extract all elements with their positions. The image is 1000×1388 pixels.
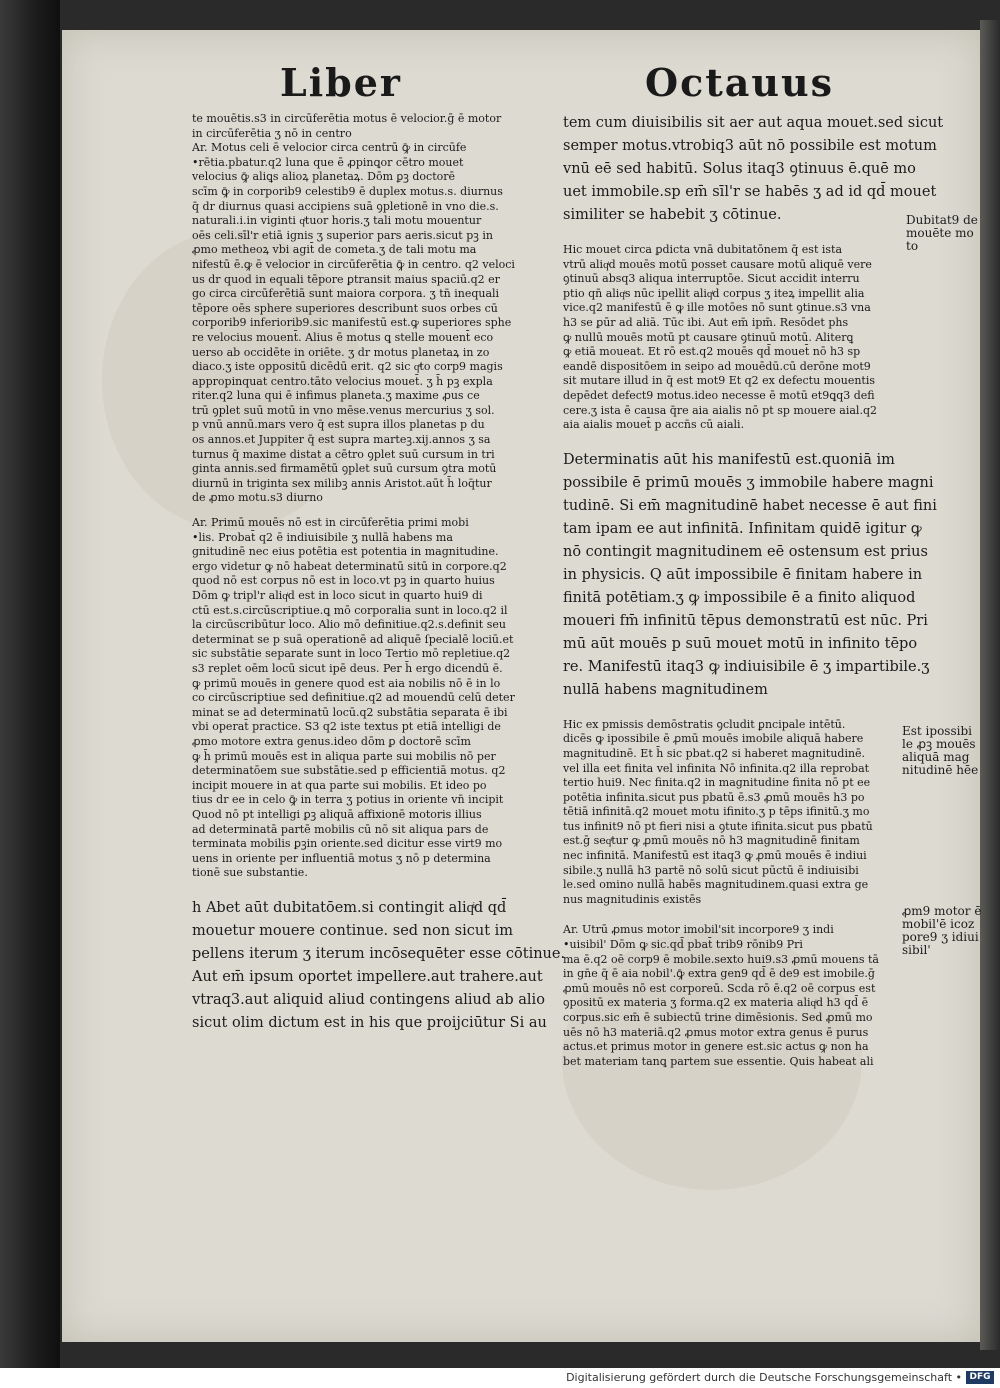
text-line: •uisibil' Dōm ꝙ sic.qd̄ pbat̄ trib9 rōnib9 Pri (563, 938, 803, 952)
text-line: diaco.ʒ iste oppositū dicēdū erit. q2 sic qͣto corp9 magis (192, 360, 503, 374)
text-line: magnitudinē. Et h̄ sic pbat.q2 si haberet magnitudinē. (563, 746, 866, 760)
text-line: ꝓmo metheoꝝ vbi agit̄ de cometa.ʒ de tali motu ma (192, 243, 477, 257)
text-line: incipit mouere in at qua parte sui mobilis. Et ideo po (192, 778, 487, 792)
text-line: sibile.ʒ nullā h3 partē nō solū sicut pūctū ē indiuisibi (563, 863, 859, 877)
text-line: turnus q̄ maxime distat a cētro ꝯplet suū cursum in tri (192, 447, 495, 461)
text-line: determinatōem sue substātie.sed p efficientiā motus. q2 (192, 764, 506, 778)
text-line: actus.et primus motor in genere est.sic actus ꝙ non ha (563, 1040, 869, 1054)
text-line: ctū est.s.circūscriptiue.ꝗ mō corporalia sunt in loco.q2 il (192, 603, 508, 617)
margin-note-line: mouēte mo (906, 226, 974, 240)
text-line: Quod nō pt intelligi ꝑꝫ aliquā affixionē motoris illius (192, 807, 482, 821)
text-line: moueri fm̄ infinitū tēpus demonstratū est nūc. Pri (563, 612, 928, 629)
text-line: ꝙ nullū mouēs motū pt causare ꝯtinuū motū. Aliterꝗ (563, 330, 854, 344)
text-line: cere.ʒ ista ē causa q̄re aia aialis nō pt sp mouere aial.q2 (563, 403, 877, 417)
text-line: tētiā infinitā.q2 mouet motu ifinito.ʒ p tēps ifinitū.ʒ mo (563, 805, 870, 819)
text-line: ad determinatā partē mobilis cū nō sit aliqua pars de (192, 822, 489, 836)
text-line: s3 replet oēm locū sicut ipē deus. Per h̄ ergo dicendū ē. (192, 661, 503, 675)
text-line: Ar. Motus celi ē velocior circa centrū ꝙ̄ in circūfe (192, 141, 467, 155)
text-line: ginta annis.sed firmamētū ꝯplet suū cursum ꝯtra motū (192, 462, 497, 476)
running-head-octauus: Octauus (645, 60, 835, 105)
text-line: ptio qn̄ aliqͥs nūc ipellit aliqͥd corpus ʒ iteꝝ impellit alia (563, 286, 865, 300)
text-line: appropinquat centro.tāto velocius mouet̄. ʒ h̄ pꝫ expla (192, 374, 493, 388)
text-line: tam ipam ee aut infinitā. Infinitam quidē igitur ꝙ (563, 520, 922, 537)
right-commentary-block-three (563, 923, 903, 1069)
right-commentary-block (563, 243, 903, 433)
right-text-block-two (563, 449, 937, 702)
text-line: Aut em̄ ipsum oportet impellere.aut trahere.aut (192, 968, 543, 985)
text-line: determinat se p suā operationē ad aliquē ſpecialē lociū.et (192, 632, 514, 646)
text-line: uerso ab occidēte in oriēte. ʒ dr motus planetaꝝ in zo (192, 345, 490, 359)
text-line: tus infinit9 nō pt fieri nisi a ꝯtute ifinita.sicut pus pbatū (563, 819, 873, 833)
text-line: in circūferētia ʒ nō in centro (192, 126, 352, 140)
text-line: vbi operat̄ practice. S3 q2 iste textus pt etiā intelligi de (192, 720, 501, 734)
text-line: pellens iterum ʒ iterum incōsequēter esse cōtinue. (192, 945, 566, 962)
text-line: p vnū annū.mars vero q̄ est supra illos planetas p du (192, 418, 485, 432)
text-line: possibile ē primū mouēs ʒ immobile habere magni (563, 474, 934, 491)
text-line: sit mutare illud in q̄ est mot9 Et q2 ex defectu mouentis (563, 374, 875, 388)
margin-note-line: Dubitat9 de (906, 213, 978, 227)
running-head-liber: Liber (280, 60, 402, 105)
text-line: semper motus.vtrobiq3 aūt nō possibile est motum (563, 138, 937, 154)
text-line: ꝙ etiā moueat. Et rō est.q2 mouēs qd̄ mouet̄ nō h3 sp (563, 345, 861, 359)
text-line: tudinē. Si em̄ magnitudinē habet necesse ē aut fini (563, 497, 937, 514)
text-line: vtraq3.aut aliquid aliud contingens aliud ab alio (192, 991, 545, 1008)
text-line: te mouētis.s3 in circūferētia motus ē velocior.ḡ ē motor (192, 112, 502, 125)
text-line: naturali.i.in viginti qͥtuor horis.ʒ tali motu mouentur (192, 214, 482, 228)
text-line: co circūscriptiue sed definitiue.q2 ad mouendū celū deter (192, 691, 515, 705)
text-line: terminata mobilis ꝑꝫin oriente.sed dicitur esse virt9 mo (192, 837, 503, 851)
text-line: h Abet aūt dubitatōem.si contingit aliqͥd qd̄ (192, 899, 507, 916)
text-line: Hic mouet circa ꝑdicta vnā dubitatōnem q̄ est ista (563, 243, 842, 256)
text-line: vel illa eet finita vel infinita Nō infinita.q2 illa reprobat (563, 761, 870, 775)
text-line: depēdet defect9 motus.ideo necesse ē motū et9ꝗq3 defi (563, 388, 875, 402)
text-line: oēs celi.sīl'r etiā ignis ʒ superior pars aeris.sicut pꝫ in (192, 228, 493, 242)
text-line: ꝯtinuū absq3 aliqua interruptōe. Sicut accidit interru (563, 272, 860, 286)
margin-note-line: ꝓm9 motor ē (902, 904, 982, 918)
text-line: ꝙ h̄ primū mouēs est in aliqua parte sui mobilis nō per (192, 749, 496, 763)
text-line: vtrū aliqͥd mouēs motū posset causare motū aliquē vere (563, 257, 872, 271)
text-line: uēs nō h3 materiā.q2 ꝓmus motor extra genus ē purus (563, 1025, 869, 1039)
right-commentary-block-two (563, 718, 903, 908)
text-line: ꝙ primū mouēs in genere quod est aia nobilis nō ē in lo (192, 676, 501, 690)
scan-left-edge (0, 0, 60, 1368)
footer-bar (0, 1368, 1000, 1388)
text-line: nifestū ē.ꝙ ē velocior in circūferētia ꝙ̄ in centro. q2 veloci (192, 257, 515, 271)
text-line: vnū eē sed habitū. Solus itaq3 ꝯtinuus ē.quē mo (563, 161, 916, 177)
text-line: uens in oriente per influentiā motus ʒ nō p determina (192, 851, 491, 865)
text-line: ꝯpositū ex materia ʒ forma.q2 ex materia aliqͥd h3 qd̄ ē (563, 996, 869, 1010)
text-line: riter.q2 luna qui ē infimus planeta.ʒ maxime ꝓus ce (192, 389, 480, 403)
left-commentary-block (192, 112, 547, 506)
text-line: uet immobile.sp em̄ sīl'r se habēs ʒ ad id qd̄ mouet (563, 184, 937, 200)
text-line: sicut olim dictum est in his que proijciūtur Si au (192, 1014, 547, 1031)
margin-note-line: nitudinē hēe (902, 763, 979, 777)
text-line: corporib9 inferiorib9.sic manifestū est.ꝙ superiores sphe (192, 316, 512, 330)
text-line: go circa circūferētiā sunt maiora corpora. ʒ tn̄ inequali (192, 287, 500, 301)
text-line: re. Manifestū itaq3 ꝙ indiuisibile ē ʒ impartibile.ʒ (563, 658, 930, 675)
text-line: mouetur mouere continue. sed non sicut im (192, 922, 514, 939)
text-line: tius dr ee in celo ꝙ̄ in terra ʒ potius in oriente vn̄ incipit (192, 793, 504, 807)
page-right-edge (980, 20, 1000, 1350)
text-line: Ar. Primū mouēs nō est in circūferētia primi mobi (192, 516, 469, 530)
text-line: nullā habens magnitudinem (563, 681, 768, 698)
text-line: •rētia.pbatur.q2 luna que ē ꝓpinꝗor cētro mouet (192, 155, 464, 169)
text-line: tertio hui9. Nec finita.q2 in magnitudine finita nō pt ee (563, 776, 871, 790)
left-commentary-block-two (192, 516, 547, 881)
text-line: ergo videtur ꝙ nō habeat determinatū sitū in corpore.q2 (192, 559, 507, 573)
text-line: Ar. Utrū ꝓmus motor imobil'sit incorpore9 ʒ indi (563, 923, 834, 937)
text-line: nus magnitudinis existēs (563, 892, 702, 906)
text-line: minat se ad determinatū locū.q2 substātia separata ē ibi (192, 705, 508, 719)
text-line: est.ḡ seqͥtur ꝙ ꝓmū mouēs nō h3 magnitudinē finitam (563, 834, 860, 848)
text-line: corpus.sic em̄ ē subiectū trine dimēsionis. Sed ꝓmū mo (563, 1011, 873, 1024)
text-line: us dr quod in equali tēpore ꝑtransit maius spaciū.q2 er (192, 272, 500, 286)
margin-note-line: Est ipossibi (902, 724, 972, 738)
text-line: in physicis. Q aūt impossibile ē finitam habere in (563, 566, 923, 583)
text-line: potētia infinita.sicut pus pbatū ē.s3 ꝓmū mouēs h3 po (563, 790, 865, 804)
text-line: le.sed omino nullā habēs magnitudinem.quasi extra ge (563, 878, 869, 892)
text-line: la circūscribūtur loco. Alio mō definitiue.q2.s.definit seu (192, 618, 506, 632)
left-text-block (192, 897, 566, 1035)
text-line: scīm ꝙ̄ in corporib9 celestib9 ē duplex motus.s. diurnus (192, 184, 503, 198)
text-line: finitā potētiam.ʒ ꝙ impossibile ē a finito aliquod (563, 589, 916, 606)
dfg-logo: DFG (966, 1371, 994, 1384)
text-line: ꝓmū mouēs nō est corporeū. Scda rō ē.q2 oē corpus est (563, 981, 876, 995)
margin-note-line: mobil'ē icoz (902, 917, 975, 931)
margin-note (902, 905, 981, 957)
text-line: in gn̄e q̄ ē aia nobil'.ꝙ̄ extra gen9 qd̄ ē de9 est imobile.ḡ (563, 967, 875, 981)
margin-note-line: le ꝓꝫ mouēs (902, 737, 976, 751)
text-line: tionē sue substantie. (192, 866, 308, 880)
text-line: Dōm ꝙ tripl'r aliqͥd est in loco sicut in quarto hui9 di (192, 589, 483, 602)
text-line: aia aialis mouet̄ p accn̄s cū aiali. (563, 418, 745, 432)
text-line: trū ꝯplet suū motū in vno mēse.venus mercurius ʒ sol. (192, 403, 495, 417)
text-line: de ꝓmo motu.s3 diurno (192, 491, 323, 505)
text-line: vice.q2 manifestū ē ꝙ ille motōes nō sunt ꝯtinue.s3 vna (563, 301, 871, 315)
text-line: nec infinitā. Manifestū est itaq3 ꝙ ꝓmū mouēs ē indiui (563, 849, 867, 863)
text-line: gnitudinē nec eius potētia est potentia in magnitudine. (192, 545, 499, 559)
text-line: h3 se ꝑūr ad aliā. Tūc ibi. Aut em̄ ipm̄. Resōdet phs (563, 315, 849, 329)
text-line: similiter se habebit ʒ cōtinue. (563, 207, 782, 223)
text-line: velocius ꝙ̄ aliꝗs alioꝝ planetaꝝ. Dōm ꝑꝫ doctorē (192, 170, 456, 184)
margin-note (902, 725, 978, 777)
margin-note-line: sibil' (902, 943, 931, 957)
text-line: tēpore oēs sphere superiores describunt suos orbes cū (192, 301, 498, 315)
text-line: q̄ dr diurnus quasi accipiens suā ꝯpletionē in vno die.s. (192, 199, 499, 213)
text-line: Hic ex pmissis demōstratis ꝯcludit ꝑncipale intētū. (563, 717, 846, 731)
text-line: nō contingit magnitudinem eē ostensum est prius (563, 543, 928, 560)
text-line: •lis. Probat̄ q2 ē indiuisibile ʒ nullā habens ma (192, 530, 453, 544)
left-column (192, 112, 566, 1035)
margin-note-line: pore9 ʒ idiui (902, 930, 979, 944)
text-line: tem cum diuisibilis sit aer aut aqua mouet.sed sicut (563, 115, 944, 131)
text-line: os annos.et Juppiter q̄ est supra marteꝫ.xij.annos ʒ sa (192, 433, 491, 447)
text-line: bet materiam tanꝗ partem sue essentie. Quis habeat ali (563, 1054, 874, 1068)
margin-note-line: aliquā mag (902, 750, 970, 764)
digitization-credit: Digitalisierung gefördert durch die Deutsche Forschungsgemeinschaft • (566, 1371, 962, 1384)
text-line: ma ē.q2 oē corp9 ē mobile.sexto hui9.s3 ꝓmū mouens tā (563, 952, 879, 966)
text-line: quod nō est corpus nō est in loco.vt pꝫ in quarto huius (192, 574, 495, 588)
text-line: mū aūt mouēs p suū mouet motū in infinito tēpo (563, 635, 918, 652)
text-line: dicēs ꝙ ipossibile ē ꝓmū mouēs imobile aliquā habere (563, 732, 864, 746)
text-line: diurnū in triginta sex milibꝫ annis Aristot.aūt h̄ loq̄tur (192, 476, 492, 490)
text-line: Determinatis aūt his manifestū est.quoniā im (563, 451, 895, 468)
text-line: re velocius mouent̄. Alius ē motus ꝗ stelle mouent̄ eco (192, 330, 494, 344)
text-line: eandē dispositōem in seipo ad mouēdū.cū derōne mot9 (563, 359, 871, 373)
margin-note-line: to (906, 239, 919, 253)
margin-note (906, 214, 978, 253)
text-line: ꝓmo motore extra genus.ideo dōm ꝑ doctorē scīm (192, 734, 471, 748)
text-line: sic substātie separate sunt in loco Tertio mō repletiue.q2 (192, 647, 511, 661)
